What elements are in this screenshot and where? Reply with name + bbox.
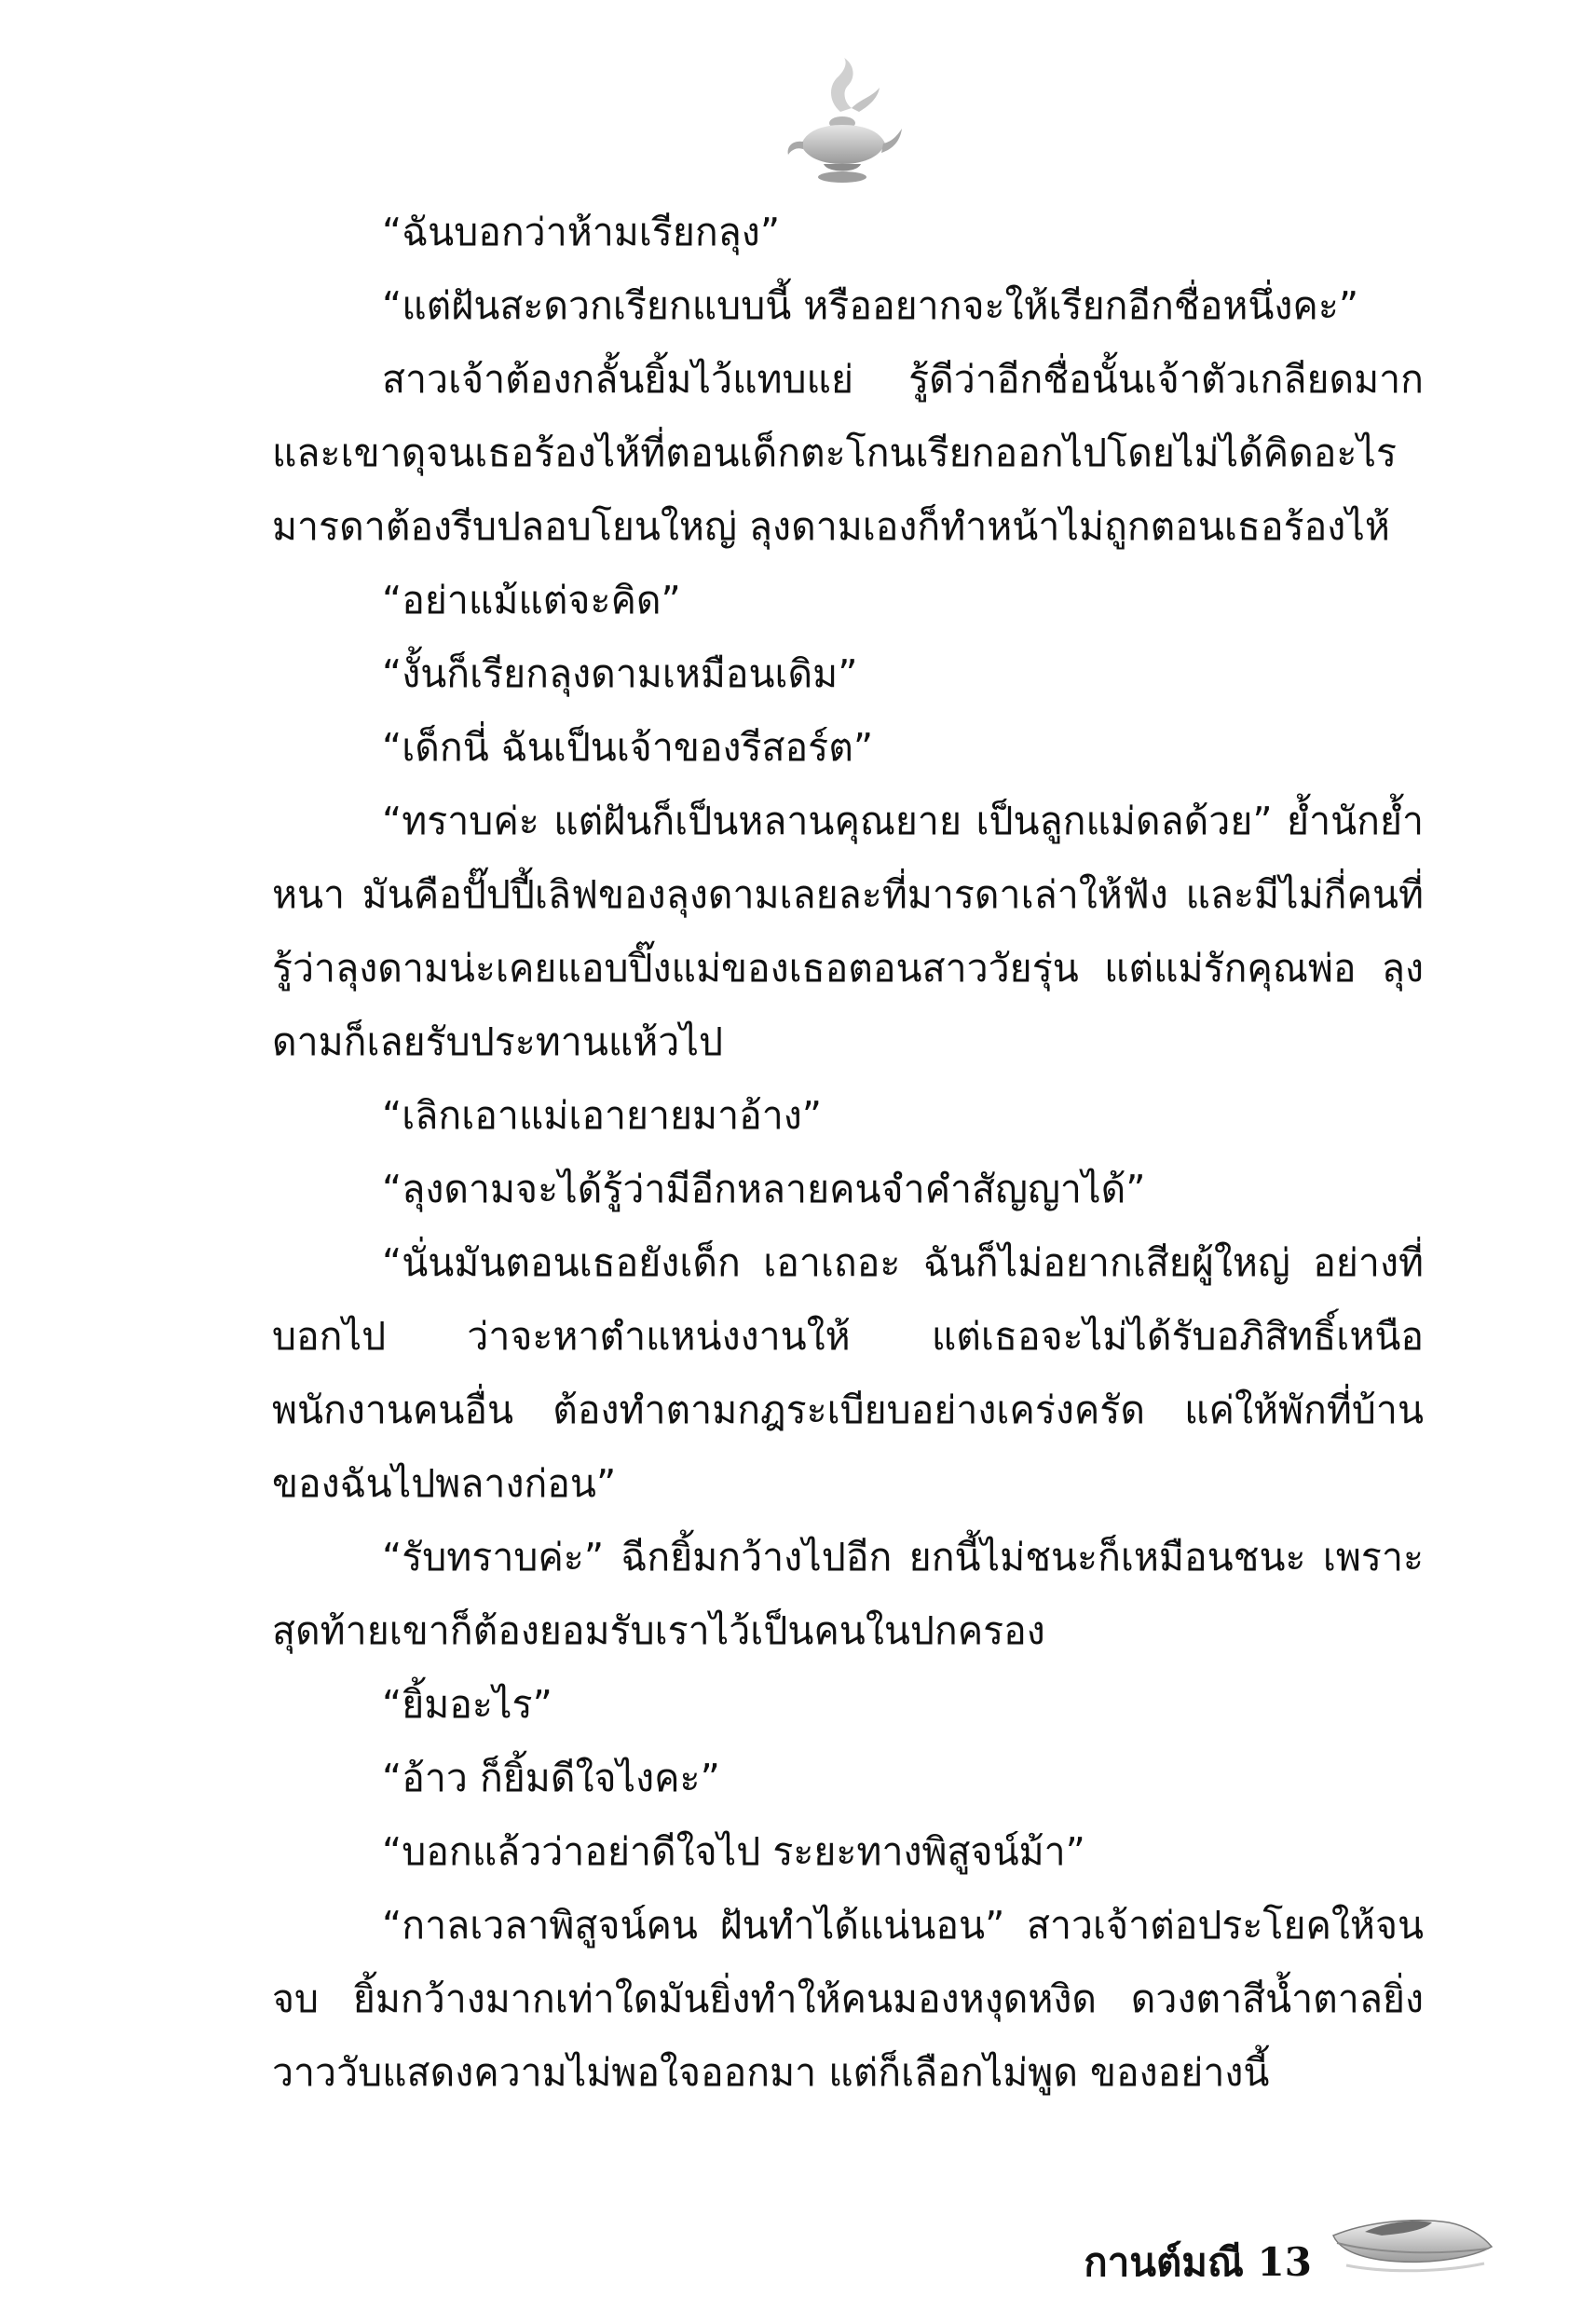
narrative-paragraph: สาวเจ้าต้องกลั้นยิ้มไว้แทบแย่ รู้ดีว่าอีกชื่อนั้นเจ้าตัวเกลียดมาก และเขาดุจนเธอร้องไห้ที่ตอนเด็กตะโกนเรียกออกไปโดยไม่ได้คิดอะไร มารดาต้องรีบปลอบโยนใหญ่ ลุงดามเองก็ทำหน้าไม่ถูกตอนเธอร้องไห้ xyxy=(272,357,1424,549)
dialog-line: “บอกแล้วว่าอย่าดีใจไป ระยะทางพิสูจน์ม้า” xyxy=(382,1829,1085,1874)
dialog-line: “ฉันบอกว่าห้ามเรียกลุง” xyxy=(382,210,781,254)
author-name: กานต์มณี xyxy=(1084,2239,1244,2285)
dialog-line: “เลิกเอาแม่เอายายมาอ้าง” xyxy=(382,1093,823,1138)
narrative-paragraph: “รับทราบค่ะ” ฉีกยิ้มกว้างไปอีก ยกนี้ไม่ชนะก็เหมือนชนะ เพราะสุดท้ายเขาก็ต้องยอมรับเราไว้เป็นคนในปกครอง xyxy=(272,1535,1424,1653)
page-footer xyxy=(1084,2232,1312,2293)
page-body xyxy=(272,196,1424,2110)
narrative-paragraph: “ทราบค่ะ แต่ฝันก็เป็นหลานคุณยาย เป็นลูกแม่ดลด้วย” ย้ำนักย้ำหนา มันคือปั๊ปปี้เลิฟของลุงดามเลยละที่มารดาเล่าให้ฟัง และมีไม่กี่คนที่รู้ว่าลุงดามน่ะเคยแอบปิ๊งแม่ของเธอตอนสาววัยรุ่น แต่แม่รักคุณพ่อ ลุงดามก็เลยรับประทานแห้วไป xyxy=(272,799,1424,1064)
dialog-line: “อย่าแม้แต่จะคิด” xyxy=(382,578,681,622)
dialog-line: “ยิ้มอะไร” xyxy=(382,1682,552,1727)
narrative-paragraph: “นั่นมันตอนเธอยังเด็ก เอาเถอะ ฉันก็ไม่อยากเสียผู้ใหญ่ อย่างที่บอกไป ว่าจะหาตำแหน่งงานให้ แต่เธอจะไม่ได้รับอภิสิทธิ์เหนือพนักงานคนอื่น ต้องทำตามกฎระเบียบอย่างเคร่งครัด แค่ให้พักที่บ้านของฉันไปพลางก่อน” xyxy=(272,1240,1424,1506)
narrative-paragraph: “กาลเวลาพิสูจน์คน ฝันทำได้แน่นอน” สาวเจ้าต่อประโยคให้จนจบ ยิ้มกว้างมากเท่าใดมันยิ่งทำให้คนมองหงุดหงิด ดวงตาสีน้ำตาลยิ่งวาววับแสดงความไม่พอใจออกมา แต่ก็เลือกไม่พูด ของอย่างนี้ xyxy=(272,1903,1424,2095)
page-number: 13 xyxy=(1257,2239,1312,2285)
dialog-line: “งั้นก็เรียกลุงดามเหมือนเดิม” xyxy=(382,651,858,696)
speedboat-icon xyxy=(1328,2195,1495,2278)
genie-lamp-icon xyxy=(783,56,904,196)
dialog-line: “อ้าว ก็ยิ้มดีใจไงคะ” xyxy=(382,1756,720,1800)
dialog-line: “เด็กนี่ ฉันเป็นเจ้าของรีสอร์ต” xyxy=(382,725,874,770)
dialog-line: “ลุงดามจะได้รู้ว่ามีอีกหลายคนจำคำสัญญาได้” xyxy=(382,1167,1146,1211)
dialog-line: “แต่ฝันสะดวกเรียกแบบนี้ หรืออยากจะให้เรียกอีกชื่อหนึ่งคะ” xyxy=(382,283,1359,328)
